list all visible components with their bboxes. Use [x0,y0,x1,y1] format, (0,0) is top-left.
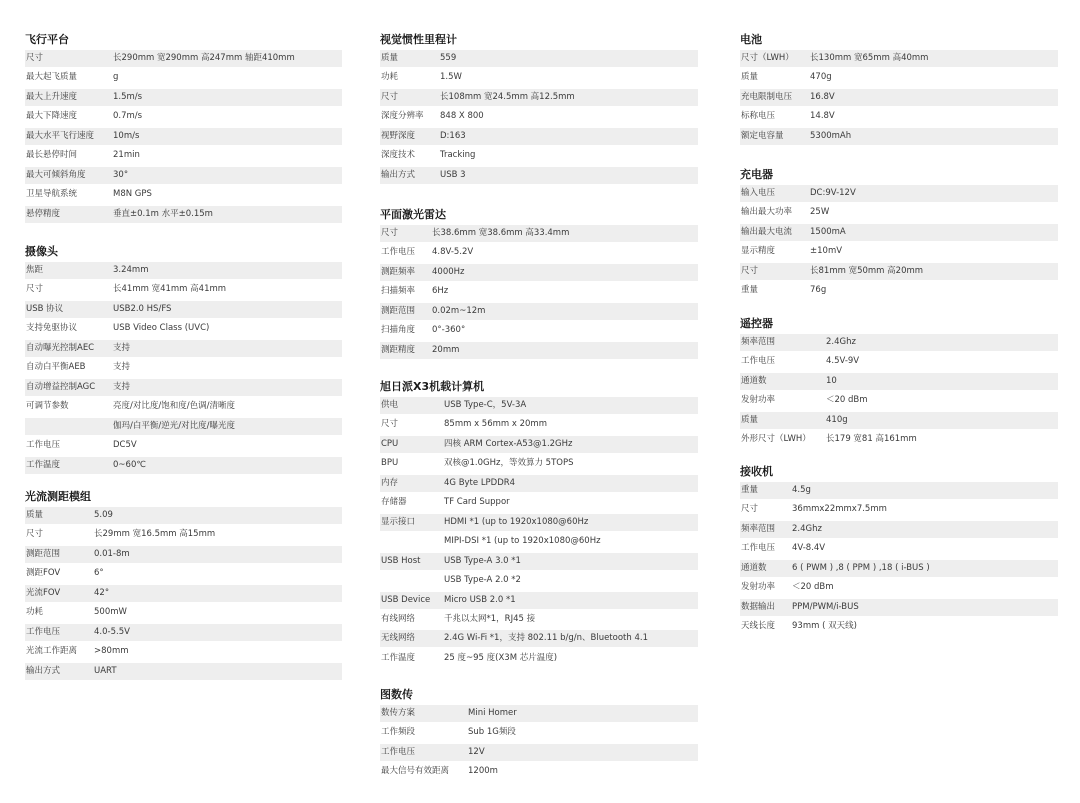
spec-row [740,412,1058,429]
spec-row [25,108,342,125]
section-title: 电池 [740,33,762,46]
spec-value: DC:9V-12V [810,188,856,198]
spec-value: 3.24mm [113,265,149,275]
spec-value: 21min [113,150,140,161]
spec-key: 尺寸 [381,91,399,102]
spec-row [740,243,1058,260]
spec-row [25,565,342,582]
spec-row [380,592,698,609]
spec-row [740,618,1058,635]
spec-row [25,546,342,563]
spec-row [380,533,698,550]
spec-row [25,398,342,415]
spec-key: 发射功率 [741,395,776,406]
spec-row [380,475,698,492]
spec-row [740,392,1058,409]
spec-row [740,263,1058,280]
spec-key: 光流工作距离 [26,646,78,657]
spec-row [25,186,342,203]
spec-row [380,147,698,164]
spec-row [740,128,1058,145]
spec-row [380,167,698,184]
spec-value: 4G Byte LPDDR4 [444,477,516,488]
spec-value: 支持 [113,342,131,353]
spec-row [380,630,698,647]
spec-key: 存储器 [381,497,407,508]
spec-row [25,379,342,396]
spec-key: 显示精度 [741,246,776,257]
column-2 [380,0,698,803]
spec-value: 0.02m~12m [432,305,486,316]
spec-key: USB 协议 [26,303,64,314]
spec-value: Mini Homer [468,708,517,718]
spec-key: CPU [381,438,399,449]
spec-key: 尺寸（LWH） [741,53,794,63]
spec-value: ＜20 dBm [792,582,834,593]
spec-key: USB Device [381,594,431,605]
spec-value: 支持 [113,362,131,373]
spec-value: 4.5V-9V [826,356,860,367]
spec-key: 质量 [741,414,759,425]
spec-row [25,262,342,279]
spec-value: 双核@1.0GHz，等效算力 5TOPS [444,458,574,469]
spec-key: 测距FOV [26,568,61,579]
spec-value: 1200m [468,766,498,777]
spec-row [380,455,698,472]
spec-value: 848 X 800 [440,111,484,122]
spec-key: 工作电压 [26,440,61,451]
spec-value: 85mm x 56mm x 20mm [444,419,547,430]
spec-row [380,416,698,433]
spec-key: 标称电压 [741,111,776,122]
spec-value: 10m/s [113,130,140,141]
section-title: 视觉惯性里程计 [380,33,457,46]
spec-value: Tracking [440,150,476,161]
spec-key: 最大上升速度 [26,91,78,102]
spec-key: 内存 [381,477,399,488]
spec-value: 长290mm 宽290mm 高247mm 轴距410mm [113,53,295,63]
spec-row [380,436,698,453]
spec-key: 输出方式 [26,665,61,676]
spec-value: 伽玛/白平衡/逆光/对比度/曝光度 [113,420,235,431]
spec-key: 频率范围 [741,337,776,347]
spec-value: TF Card Suppor [444,497,510,508]
spec-row [740,108,1058,125]
spec-key: 输入电压 [741,188,776,198]
spec-value: 2.4Ghz [792,523,822,534]
spec-row [25,89,342,106]
spec-key: 最长悬停时间 [26,150,78,161]
spec-key: 功耗 [381,72,399,83]
spec-value: D:163 [440,130,466,141]
spec-key: 工作电压 [26,626,61,637]
spec-key: 扫描角度 [381,325,416,336]
spec-row [25,457,342,474]
spec-row [380,225,698,242]
spec-key: 频率范围 [741,523,776,534]
spec-key: 工作电压 [741,356,776,367]
spec-value: USB Type-A 3.0 *1 [444,555,521,566]
spec-row [380,128,698,145]
spec-value: 25 度~95 度(X3M 芯片温度) [444,652,558,663]
spec-key: 工作电压 [381,247,416,258]
spec-value: 6Hz [432,286,449,297]
spec-value: 410g [826,414,848,425]
spec-key: USB Host [381,555,421,566]
spec-row [380,244,698,261]
spec-key: 尺寸 [741,265,759,276]
spec-value: Sub 1G频段 [468,727,516,738]
spec-row [25,437,342,454]
section-title: 图数传 [380,688,413,701]
spec-row [740,599,1058,616]
spec-value: 4000Hz [432,266,465,277]
spec-key: 尺寸 [26,284,44,295]
spec-value: 长29mm 宽16.5mm 高15mm [94,529,216,540]
spec-key: 重量 [741,285,759,296]
spec-row [380,553,698,570]
spec-row [25,624,342,641]
spec-key: 天线长度 [741,621,776,632]
spec-value: USB Type-C，5V-3A [444,400,527,410]
spec-value: 10 [826,375,837,386]
spec-key: 自动曝光控制AEC [26,342,95,353]
spec-row [380,724,698,741]
spec-row [380,514,698,531]
spec-value: ＜20 dBm [826,395,868,406]
spec-row [740,373,1058,390]
spec-value: g [113,72,119,83]
spec-value: DC5V [113,440,137,451]
spec-value: 30° [113,169,129,180]
spec-key: 有线网络 [381,613,416,624]
spec-row [380,322,698,339]
spec-value: 25W [810,207,830,218]
spec-key: 支持免驱协议 [26,323,78,334]
spec-value: 长38.6mm 宽38.6mm 高33.4mm [432,228,570,238]
spec-key: 外形尺寸（LWH） [741,434,811,445]
spec-row [380,572,698,589]
spec-value: UART [94,665,117,676]
spec-value: 14.8V [810,111,835,122]
spec-row [25,320,342,337]
section-title: 飞行平台 [25,33,69,46]
section-title: 旭日派X3机载计算机 [380,380,485,393]
spec-key: 最大下降速度 [26,111,78,122]
spec-value: 42° [94,587,110,598]
spec-value: USB Video Class (UVC) [113,323,210,334]
spec-value: >80mm [94,646,129,657]
spec-key: 显示接口 [381,516,416,527]
column-1 [25,0,342,803]
spec-row [25,585,342,602]
spec-row [380,283,698,300]
spec-key: 工作电压 [741,543,776,554]
spec-value: 4.5g [792,485,811,495]
spec-value: 长81mm 宽50mm 高20mm [810,265,924,276]
spec-value: 470g [810,72,832,83]
spec-key: 焦距 [26,265,44,275]
spec-key: 输出最大电流 [741,226,793,237]
spec-row [740,334,1058,351]
spec-key: 最大水平飞行速度 [26,130,95,141]
spec-value: 4V-8.4V [792,543,826,554]
spec-key: 测距范围 [26,548,61,559]
spec-row [380,89,698,106]
spec-row [380,397,698,414]
spec-key: 尺寸 [381,419,399,430]
spec-value: 12V [468,746,485,757]
spec-row [740,282,1058,299]
spec-value: 0~60℃ [113,459,146,470]
spec-key: BPU [381,458,399,469]
spec-value: 1500mA [810,226,846,237]
spec-value: USB Type-A 2.0 *2 [444,575,521,586]
spec-row [380,342,698,359]
spec-value: 0.7m/s [113,111,143,122]
spec-row [380,494,698,511]
spec-value: 0°-360° [432,325,466,336]
spec-value: 垂直±0.1m 水平±0.15m [113,208,213,219]
spec-key: 无线网络 [381,633,416,644]
spec-key: 尺寸 [741,504,759,515]
spec-row [740,353,1058,370]
section-title: 光流测距模组 [25,490,91,503]
spec-row [25,526,342,543]
spec-value: M8N GPS [113,189,152,200]
spec-key: 测距范围 [381,305,416,316]
spec-row [740,540,1058,557]
spec-row [380,264,698,281]
spec-row [25,206,342,223]
spec-value: 4.8V-5.2V [432,247,474,258]
spec-key: 视野深度 [381,130,416,141]
spec-row [380,611,698,628]
spec-value: 20mm [432,344,460,355]
spec-value: 5300mAh [810,130,852,141]
spec-key: 质量 [381,53,399,63]
spec-row [740,431,1058,448]
spec-key: 最大信号有效距离 [381,766,450,777]
spec-row [380,744,698,761]
column-3 [740,0,1058,803]
spec-value: 长41mm 宽41mm 高41mm [113,284,227,295]
spec-row [740,69,1058,86]
spec-value: 0.01-8m [94,548,130,559]
spec-value: 4.0-5.5V [94,626,130,637]
spec-row [740,579,1058,596]
spec-row [25,69,342,86]
spec-value: 长179 宽81 高161mm [826,434,917,445]
section-title: 平面激光雷达 [380,208,446,221]
spec-row [740,482,1058,499]
spec-value: USB 3 [440,169,466,180]
spec-row [380,763,698,780]
spec-row [25,340,342,357]
spec-key: 供电 [381,400,399,410]
spec-key: 数据输出 [741,601,776,612]
spec-row [25,643,342,660]
spec-row [740,204,1058,221]
spec-value: 76g [810,285,827,296]
spec-value: 559 [440,53,457,63]
spec-value: 93mm ( 双天线) [792,621,857,632]
spec-value: 500mW [94,607,127,618]
spec-row [25,359,342,376]
spec-key: 卫星导航系统 [26,189,78,200]
spec-row [25,301,342,318]
spec-value: ±10mV [810,246,843,257]
spec-value: MIPI-DSI *1 (up to 1920x1080@60Hz [444,536,601,547]
spec-row [25,604,342,621]
spec-key: 工作温度 [26,459,61,470]
spec-row [740,501,1058,518]
spec-key: 扫描频率 [381,286,416,297]
spec-value: Micro USB 2.0 *1 [444,594,516,605]
spec-key: 尺寸 [26,529,44,540]
spec-row [740,521,1058,538]
spec-key: 质量 [741,72,759,83]
spec-value: 千兆以太网*1，RJ45 接 [444,613,536,624]
section-title: 接收机 [740,465,773,478]
spec-value: 36mmx22mmx7.5mm [792,504,887,515]
spec-row [740,560,1058,577]
spec-key: 深度分辨率 [381,111,424,122]
section-title: 摄像头 [25,245,58,258]
spec-value: PPM/PWM/i-BUS [792,601,859,612]
spec-row [380,69,698,86]
spec-key: 光流FOV [26,587,61,598]
spec-row [740,224,1058,241]
spec-key: 充电限制电压 [741,91,793,102]
spec-row [25,50,342,67]
spec-key: 功耗 [26,607,44,618]
spec-row [25,418,342,435]
spec-key: 工作电压 [381,746,416,757]
spec-row [25,147,342,164]
spec-row [25,663,342,680]
section-title: 充电器 [740,168,773,181]
spec-value: 2.4Ghz [826,337,856,347]
spec-key: 自动增益控制AGC [26,381,96,392]
spec-value: 支持 [113,381,131,392]
spec-row [740,185,1058,202]
spec-key: 测距精度 [381,344,416,355]
spec-key: 工作温度 [381,652,416,663]
spec-key: 最大可倾斜角度 [26,169,86,180]
spec-value: USB2.0 HS/FS [113,303,172,314]
spec-row [740,50,1058,67]
spec-row [740,89,1058,106]
spec-key: 输出最大功率 [741,207,793,218]
spec-value: 1.5W [440,72,462,83]
spec-key: 质量 [26,510,44,520]
spec-key: 尺寸 [381,228,399,238]
spec-row [25,281,342,298]
spec-value: 1.5m/s [113,91,143,102]
spec-key: 发射功率 [741,582,776,593]
spec-value: 长130mm 宽65mm 高40mm [810,53,929,63]
spec-key: 通道数 [741,375,767,386]
spec-value: 亮度/对比度/饱和度/色调/清晰度 [113,401,235,412]
spec-row [380,705,698,722]
spec-row [380,650,698,667]
spec-row [380,303,698,320]
spec-row [25,167,342,184]
spec-row [25,128,342,145]
spec-key: 通道数 [741,562,767,573]
spec-key: 额定电容量 [741,130,784,141]
spec-key: 工作频段 [381,727,416,738]
spec-key: 尺寸 [26,53,44,63]
spec-value: 6 ( PWM ) ,8 ( PPM ) ,18 ( i-BUS ) [792,562,930,573]
spec-key: 输出方式 [381,169,416,180]
spec-value: 长108mm 宽24.5mm 高12.5mm [440,91,575,102]
spec-key: 最大起飞质量 [26,72,78,83]
spec-row [25,507,342,524]
spec-key: 重量 [741,485,759,495]
spec-key: 测距频率 [381,266,416,277]
spec-value: 6° [94,568,104,579]
spec-key: 自动白平衡AEB [26,362,86,373]
spec-value: 四核 ARM Cortex-A53@1.2GHz [444,438,573,449]
spec-row [380,108,698,125]
spec-key: 数传方案 [381,708,416,718]
spec-value: HDMI *1 (up to 1920x1080@60Hz [444,516,589,527]
spec-row [380,50,698,67]
spec-value: 5.09 [94,510,113,520]
spec-key: 悬停精度 [26,208,61,219]
section-title: 遥控器 [740,317,773,330]
spec-key: 可调节参数 [26,401,69,412]
spec-value: 16.8V [810,91,835,102]
spec-value: 2.4G Wi-Fi *1，支持 802.11 b/g/n、Bluetooth 4.1 [444,633,648,644]
spec-key: 深度技术 [381,150,416,161]
